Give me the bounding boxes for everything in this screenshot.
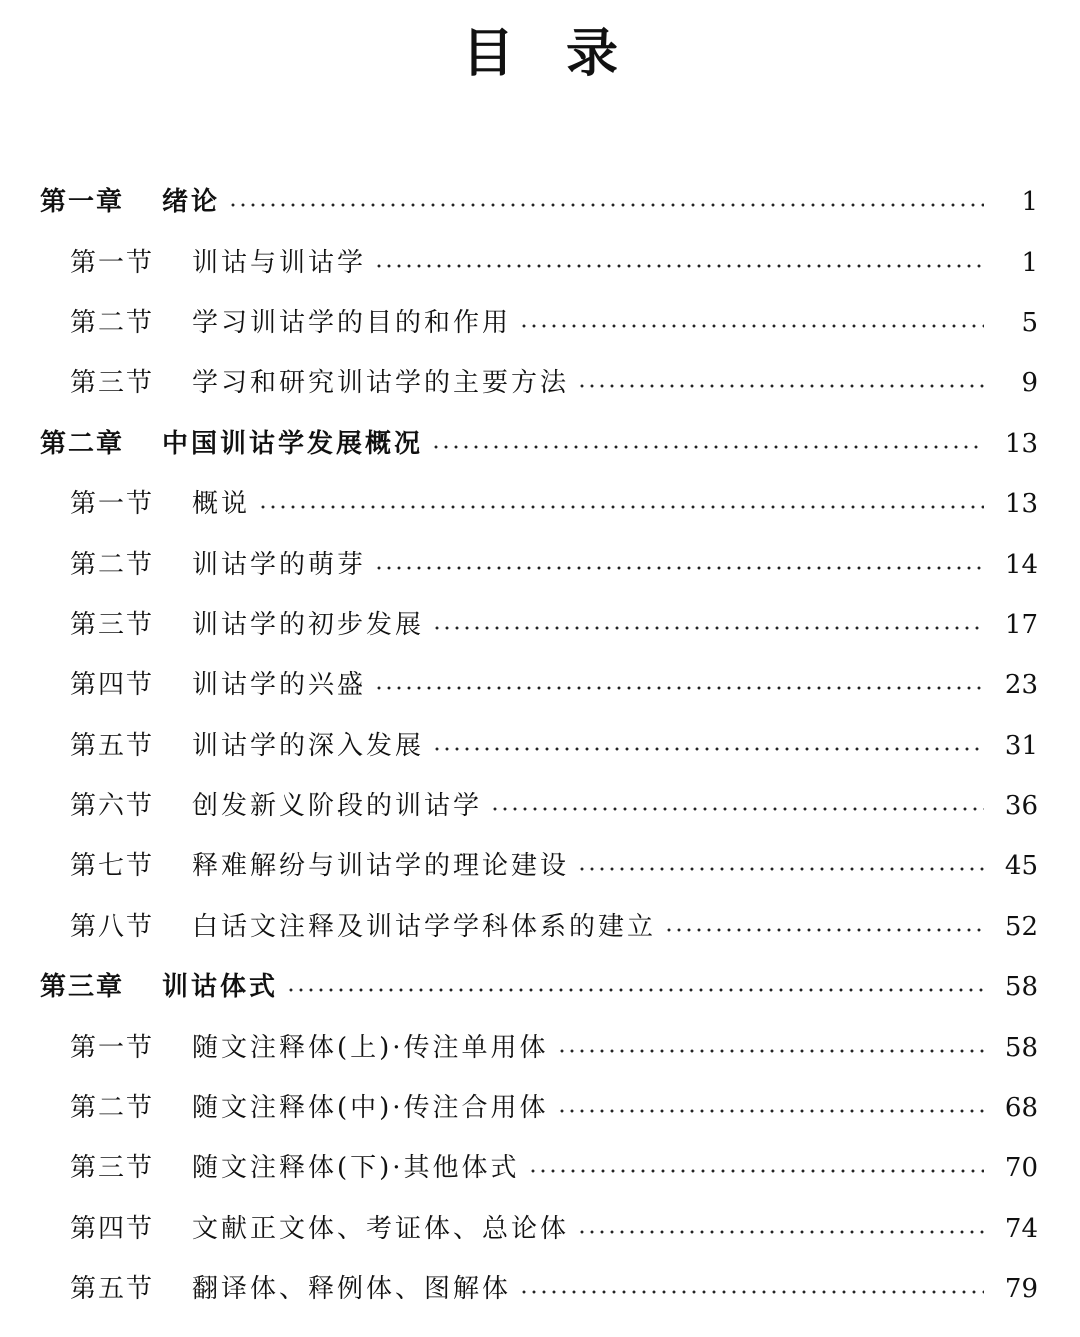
chapter-number: 第二章 [40,428,125,459]
page-number: 13 [1004,428,1038,459]
dot-leader [664,928,984,932]
page-number: 17 [1004,609,1038,640]
section-number: 第七节 [70,851,155,882]
dot-leader [374,264,984,268]
dot-leader [519,324,984,328]
dot-leader [432,747,984,751]
page-number: 74 [1004,1213,1038,1244]
page-number: 1 [1021,247,1038,278]
toc-section-row[interactable] [0,1078,1080,1138]
toc-section-row[interactable] [0,716,1080,776]
dot-leader [490,807,984,811]
dot-leader [374,566,984,570]
toc-section-row[interactable] [0,595,1080,655]
page-number: 31 [1004,730,1038,761]
toc-chapter-row[interactable] [0,172,1080,232]
page-number: 58 [1004,1032,1038,1063]
table-of-contents [0,172,1080,1319]
section-title: 翻译体、释例体、图解体 [192,1274,512,1305]
toc-section-row[interactable] [0,232,1080,292]
chapter-title: 训诂体式 [162,972,279,1003]
dot-leader [557,1109,984,1113]
toc-section-row[interactable] [0,534,1080,594]
toc-section-row[interactable] [0,293,1080,353]
dot-leader [374,686,984,690]
toc-section-row[interactable] [0,836,1080,896]
chapter-number: 第三章 [40,972,125,1003]
section-number: 第六节 [70,791,155,822]
section-number: 第四节 [70,670,155,701]
toc-chapter-row[interactable] [0,414,1080,474]
dot-leader [577,867,984,871]
toc-section-row[interactable] [0,1199,1080,1259]
toc-section-row[interactable] [0,1259,1080,1319]
page-number: 13 [1004,489,1038,520]
section-title: 训诂学的初步发展 [192,609,425,640]
section-number: 第一节 [70,1032,155,1063]
section-number: 第三节 [70,1153,155,1184]
toc-chapter-row[interactable] [0,957,1080,1017]
section-title: 训诂与训诂学 [192,247,367,278]
section-number: 第二节 [70,549,155,580]
dot-leader [228,203,984,207]
section-number: 第五节 [70,1274,155,1305]
page-number: 5 [1021,307,1038,338]
dot-leader [258,505,984,509]
toc-section-row[interactable] [0,1017,1080,1077]
section-number: 第八节 [70,911,155,942]
dot-leader [431,445,984,449]
section-number: 第三节 [70,609,155,640]
page-number: 23 [1004,670,1038,701]
section-title: 白话文注释及训诂学学科体系的建立 [192,911,657,942]
section-number: 第四节 [70,1213,155,1244]
page-number: 45 [1004,851,1038,882]
section-title: 创发新义阶段的训诂学 [192,791,483,822]
section-title: 文献正文体、考证体、总论体 [192,1213,570,1244]
section-title: 随文注释体(下)·其他体式 [192,1153,520,1184]
toc-section-row[interactable] [0,897,1080,957]
page-number: 1 [1021,187,1038,218]
toc-section-row[interactable] [0,353,1080,413]
section-title: 训诂学的兴盛 [192,670,367,701]
page-number: 52 [1004,911,1038,942]
section-number: 第一节 [70,489,155,520]
page-number: 14 [1004,549,1038,580]
toc-section-row[interactable] [0,474,1080,534]
section-title: 概说 [192,489,251,520]
section-title: 训诂学的深入发展 [192,730,425,761]
section-number: 第五节 [70,730,155,761]
page-number: 79 [1004,1274,1038,1305]
page-number: 70 [1004,1153,1038,1184]
section-title: 训诂学的萌芽 [192,549,367,580]
section-title: 释难解纷与训诂学的理论建设 [192,851,570,882]
dot-leader [528,1169,984,1173]
dot-leader [519,1290,984,1294]
dot-leader [286,988,984,992]
page-number: 36 [1004,791,1038,822]
section-title: 学习和研究训诂学的主要方法 [192,368,570,399]
section-title: 随文注释体(上)·传注单用体 [192,1032,549,1063]
dot-leader [577,1230,984,1234]
section-number: 第二节 [70,1093,155,1124]
page-title: 目录 [461,24,670,84]
page-number: 68 [1004,1093,1038,1124]
section-title: 学习训诂学的目的和作用 [192,307,512,338]
section-title: 随文注释体(中)·传注合用体 [192,1093,549,1124]
section-number: 第三节 [70,368,155,399]
section-number: 第一节 [70,247,155,278]
dot-leader [577,384,984,388]
toc-section-row[interactable] [0,776,1080,836]
section-number: 第二节 [70,307,155,338]
page-number: 58 [1004,972,1038,1003]
dot-leader [557,1049,984,1053]
toc-section-row[interactable] [0,1138,1080,1198]
chapter-title: 中国训诂学发展概况 [162,428,424,459]
chapter-title: 绪论 [162,187,221,218]
dot-leader [432,626,984,630]
chapter-number: 第一章 [40,187,125,218]
toc-section-row[interactable] [0,655,1080,715]
page-number: 9 [1021,368,1038,399]
